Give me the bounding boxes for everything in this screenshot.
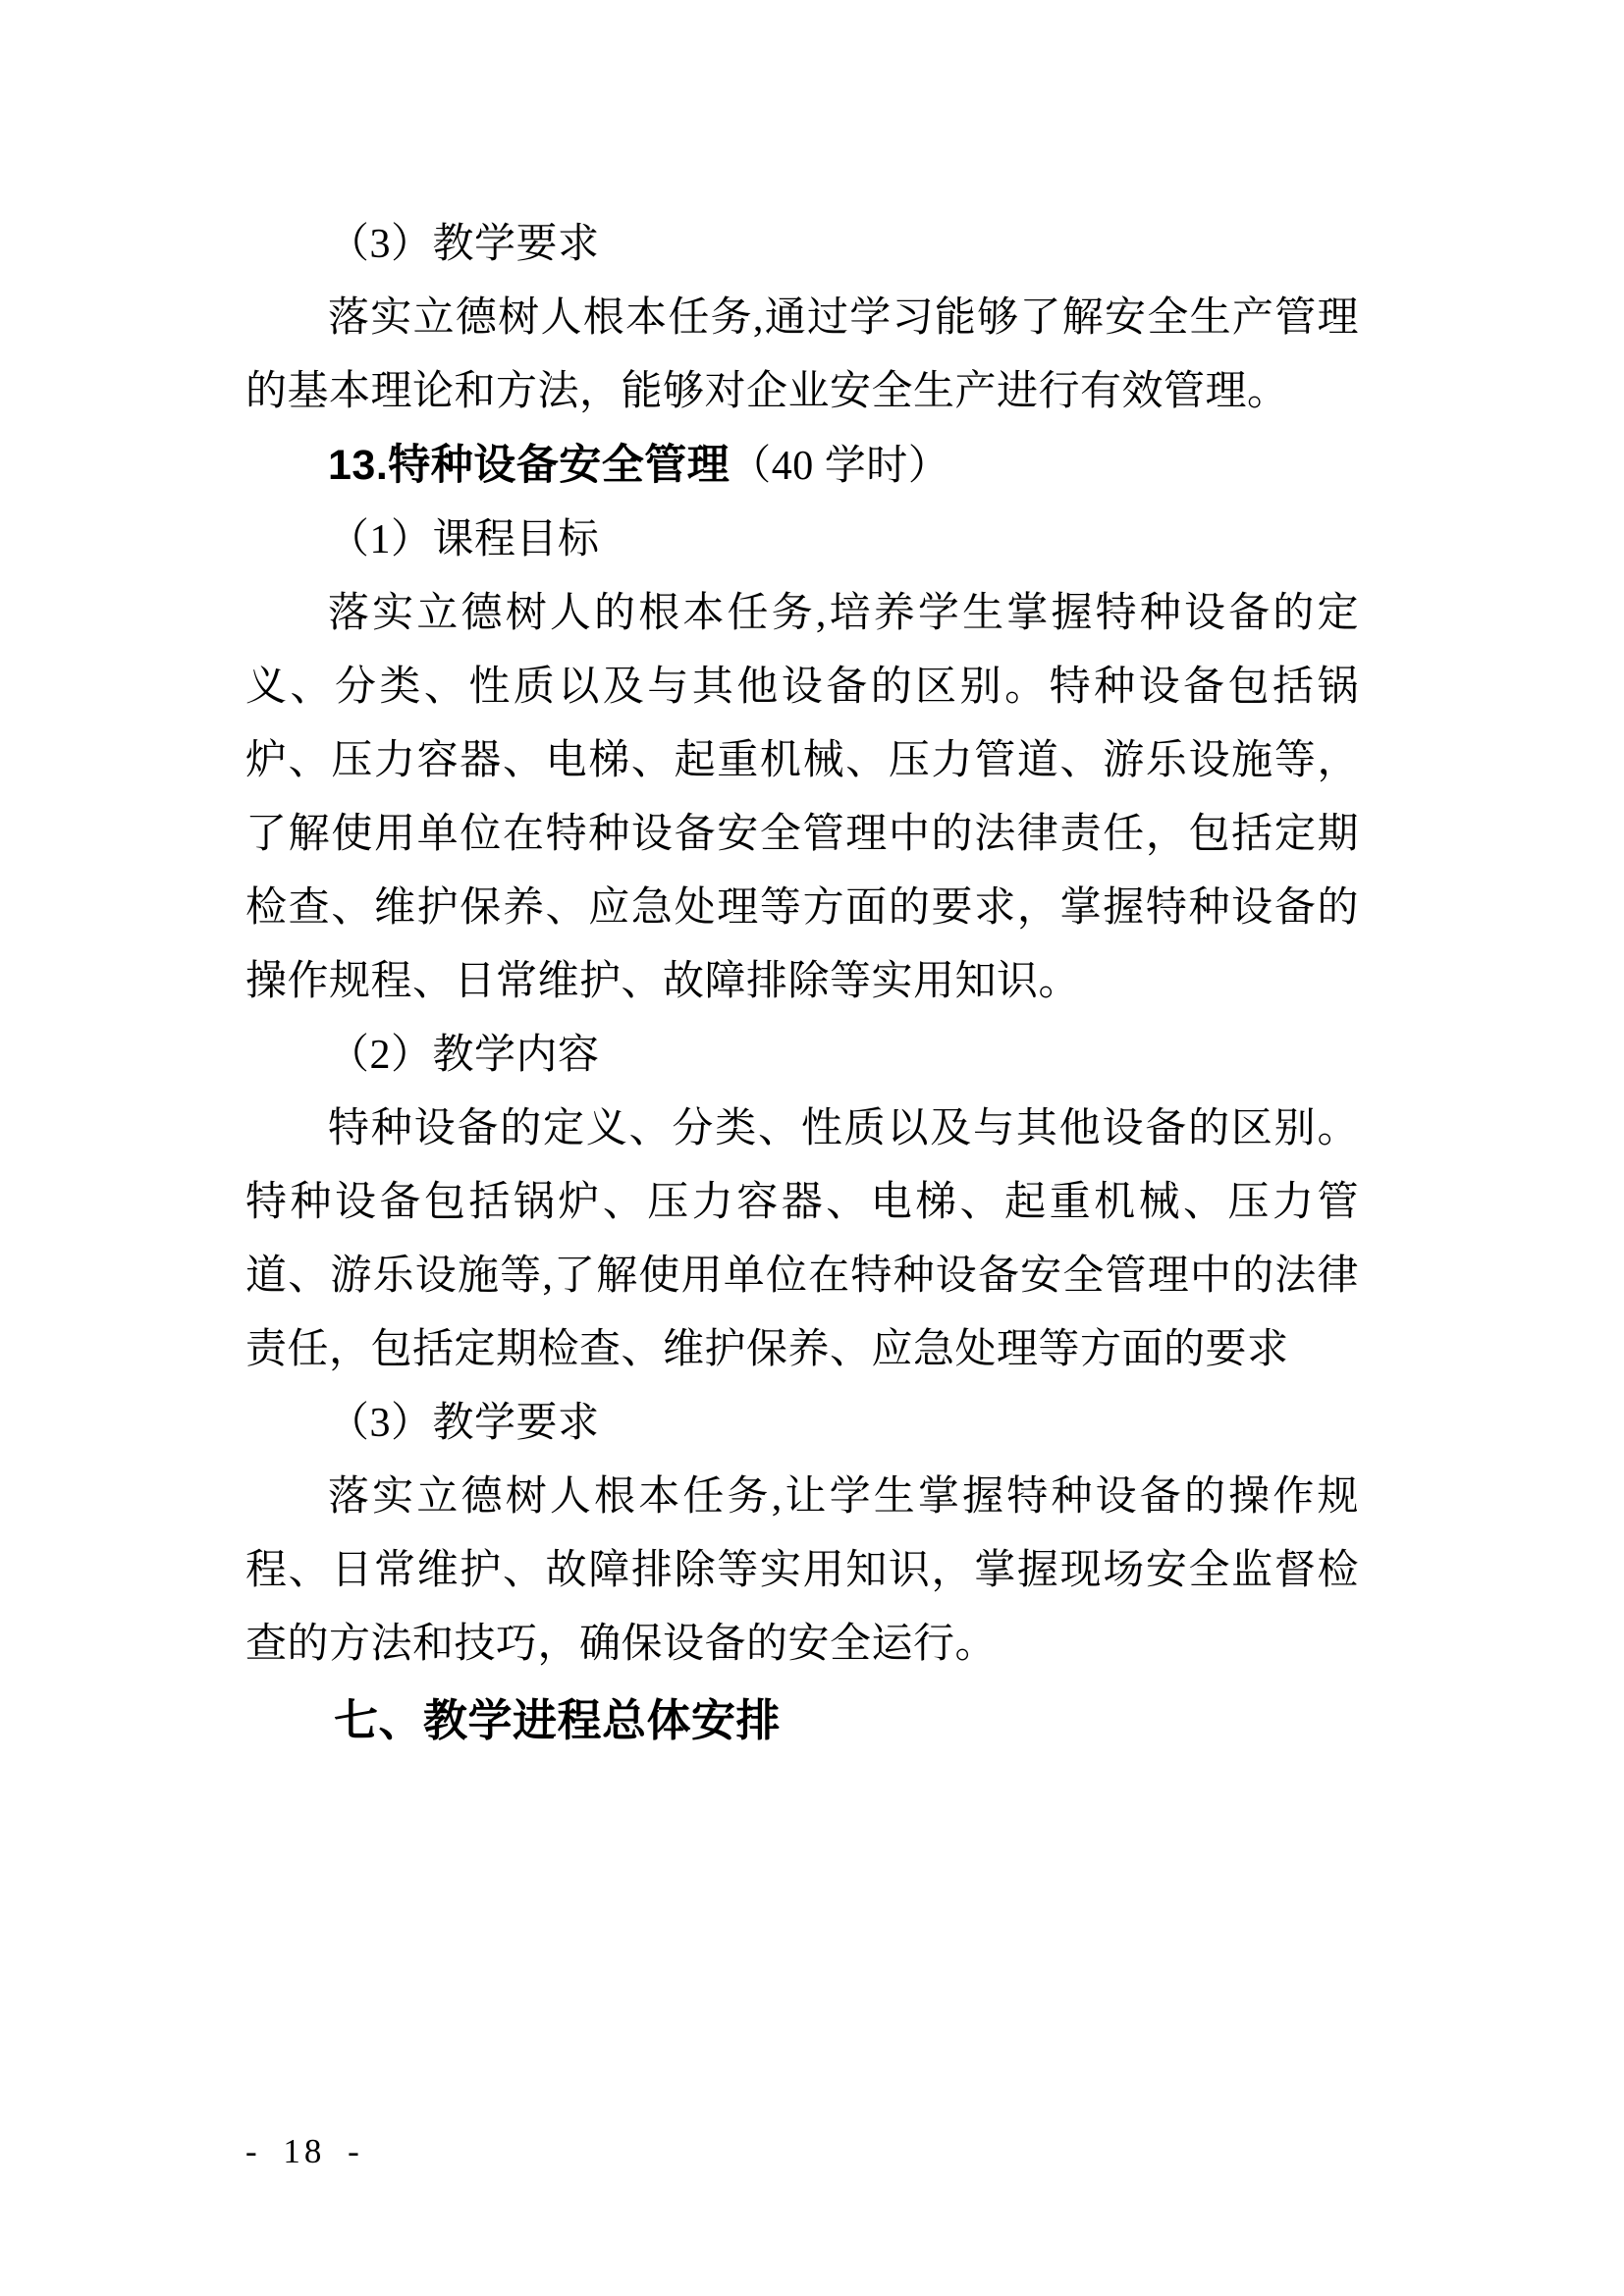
subsection-label: （3）教学要求 xyxy=(328,1401,600,1446)
paragraph: 落实立德树人根本任务,通过学习能够了解安全生产管理的基本理论和方法，能够对企业安全生产进行有效管理。 xyxy=(245,295,1359,414)
section-heading: 七、教学进程总体安排 xyxy=(334,1695,782,1745)
subsection-label: （1）课程目标 xyxy=(328,517,600,562)
course-heading xyxy=(245,429,1359,504)
paragraph: 落实立德树人的根本任务,培养学生掌握特种设备的定义、分类、性质以及与其他设备的区别。特种设备包括锅炉、压力容器、电梯、起重机械、压力管道、游乐设施等，了解使用单位在特种设备安全管理中的法律责任，包括定期检查、维护保养、应急处理等方面的要求，掌握特种设备的操作规程、日常维护、故障排除等实用知识。 xyxy=(245,591,1359,1004)
subsection-label: （2）教学内容 xyxy=(328,1033,600,1078)
content-column xyxy=(245,208,1359,1757)
paragraph: 特种设备的定义、分类、性质以及与其他设备的区别。特种设备包括锅炉、压力容器、电梯、起重机械、压力管道、游乐设施等,了解使用单位在特种设备安全管理中的法律责任，包括定期检查、维护保养、应急处理等方面的要求 xyxy=(245,1106,1359,1372)
paragraph: 落实立德树人根本任务,让学生掌握特种设备的操作规程、日常维护、故障排除等实用知识，掌握现场安全监督检查的方法和技巧，确保设备的安全运行。 xyxy=(245,1474,1359,1667)
course-heading-number-title: 13.特种设备安全管理 xyxy=(328,442,731,489)
course-heading-hours: （40 学时） xyxy=(730,444,950,489)
subsection-label: （3）教学要求 xyxy=(328,222,600,267)
page-number: - 18 - xyxy=(245,2132,363,2170)
